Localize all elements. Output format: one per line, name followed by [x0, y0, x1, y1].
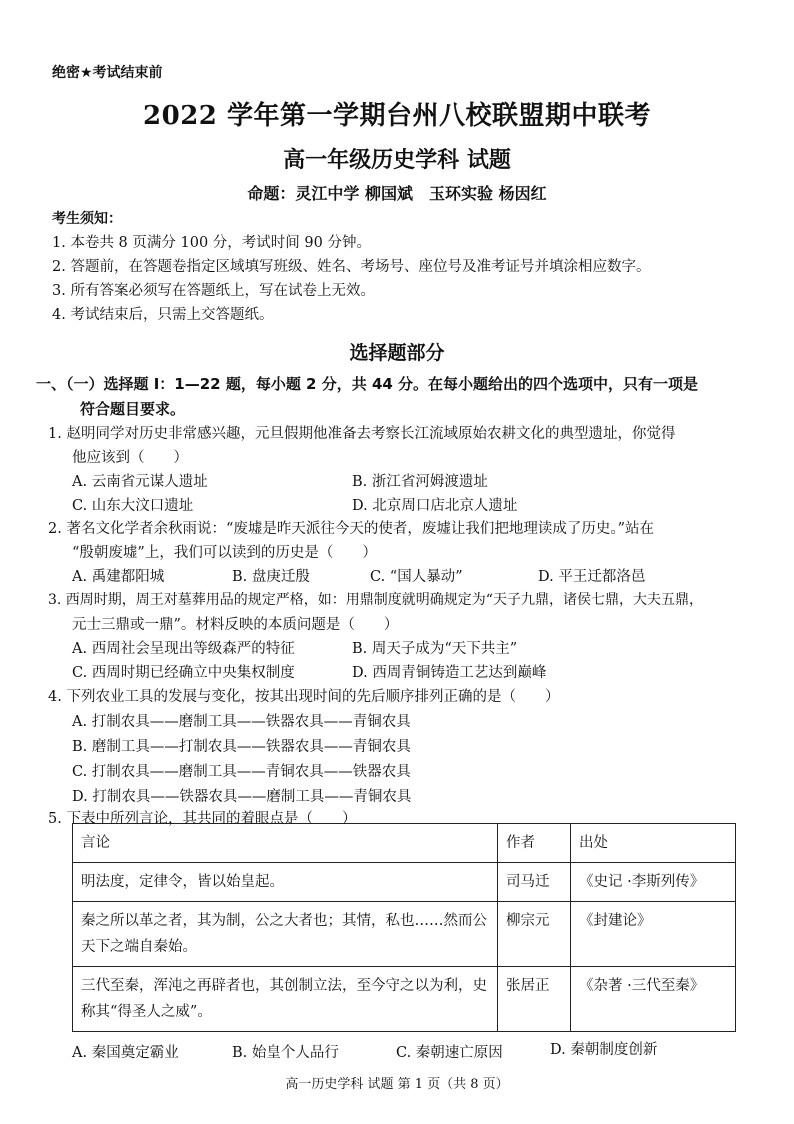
- table-cell-author: 司马迁: [498, 863, 571, 902]
- part-instructions-cont: 符合题目要求。: [80, 400, 186, 418]
- table-cell-author: 柳宗元: [498, 902, 571, 967]
- table-cell-quote: 三代至秦，浑沌之再辟者也，其创制立法，至今守之以为利，史称其“得圣人之威”。: [73, 967, 498, 1032]
- question-5-option-b: B. 始皇个人品行: [232, 1045, 339, 1061]
- notice-item: 1. 本卷共 8 页满分 100 分，考试时间 90 分钟。: [52, 235, 371, 251]
- part-instructions: 一、（一）选择题 I：1—22 题，每小题 2 分，共 44 分。在每小题给出的四个选项中，只有一项是: [36, 375, 699, 393]
- quotation-table: [72, 823, 736, 1032]
- question-2-stem: 2. 著名文化学者余秋雨说：“废墟是昨天派往今天的使者，废墟让我们把地理读成了历史。”站在: [48, 521, 655, 537]
- table-header-cell: 出处: [571, 824, 736, 863]
- question-1-option-a: A. 云南省元谋人遗址: [72, 474, 208, 490]
- table-cell-source: 《封建论》: [571, 902, 736, 967]
- table-cell-author: 张居正: [498, 967, 571, 1032]
- question-2-option-d: D. 平王迁都洛邑: [538, 569, 646, 585]
- page-footer: 高一历史学科 试题 第 1 页（共 8 页）: [285, 1077, 509, 1092]
- table-header-cell: 作者: [498, 824, 571, 863]
- question-2-stem-cont: “殷朝废墟”上，我们可以读到的历史是（ ）: [72, 545, 377, 561]
- question-3-option-b: B. 周天子成为“天下共主”: [352, 641, 518, 657]
- notice-item: 2. 答题前，在答题卷指定区域填写班级、姓名、考场号、座位号及准考证号并填涂相应数字。: [52, 259, 651, 275]
- notice-heading: 考生须知：: [52, 211, 122, 227]
- question-3-option-a: A. 西周社会呈现出等级森严的特征: [72, 641, 295, 657]
- question-1-option-c: C. 山东大汶口遗址: [72, 498, 194, 514]
- table-row: [73, 863, 736, 902]
- table-cell-quote: 秦之所以革之者，其为制，公之大者也；其情，私也……然而公天下之端自秦始。: [73, 902, 498, 967]
- question-3-stem: 3. 西周时期，周王对墓葬用品的规定严格，如：用鼎制度就明确规定为“天子九鼎，诸侯七鼎，大夫五鼎，: [48, 592, 703, 608]
- question-3-option-d: D. 西周青铜铸造工艺达到巅峰: [352, 665, 547, 681]
- question-4-option-d: D. 打制农具——铁器农具——磨制工具——青铜农具: [72, 789, 412, 805]
- question-5-option-a: A. 秦国奠定霸业: [72, 1045, 179, 1061]
- question-1-option-b: B. 浙江省河姆渡遗址: [352, 474, 488, 490]
- table-cell-source: 《杂著 ·三代至秦》: [571, 967, 736, 1032]
- question-5-option-c: C. 秦朝速亡原因: [396, 1045, 503, 1061]
- question-5-stem: 5. 下表中所列言论，其共同的着眼点是（ ）: [48, 811, 357, 827]
- table-row: [73, 967, 736, 1032]
- question-4-stem: 4. 下列农业工具的发展与变化，按其出现时间的先后顺序排列正确的是（ ）: [48, 689, 560, 705]
- question-4-option-a: A. 打制农具——磨制工具——铁器农具——青铜农具: [72, 714, 411, 730]
- question-4-option-c: C. 打制农具——磨制工具——青铜农具——铁器农具: [72, 764, 411, 780]
- question-1-option-d: D. 北京周口店北京人遗址: [352, 498, 518, 514]
- table-cell-quote: 明法度，定律令，皆以始皇起。: [73, 863, 498, 902]
- question-3-option-c: C. 西周时期已经确立中央集权制度: [72, 665, 295, 681]
- section-title: 选择题部分: [349, 342, 445, 364]
- question-5-option-d: D. 秦朝制度创新: [550, 1042, 658, 1058]
- question-1-stem-cont: 他应该到（ ）: [72, 450, 188, 466]
- notice-item: 3. 所有答案必须写在答题纸上，写在试卷上无效。: [52, 283, 375, 299]
- question-2-option-c: C. “国人暴动”: [370, 569, 463, 585]
- question-4-option-b: B. 磨制工具——打制农具——铁器农具——青铜农具: [72, 739, 411, 755]
- question-2-option-b: B. 盘庚迁殷: [232, 569, 310, 585]
- exam-authors: 命题：灵江中学 柳国斌 玉环实验 杨因红: [247, 184, 547, 203]
- question-1-stem: 1. 赵明同学对历史非常感兴趣，元旦假期他准备去考察长江流域原始农耕文化的典型遗址，你觉得: [48, 426, 676, 442]
- exam-subtitle: 高一年级历史学科 试题: [283, 148, 511, 173]
- notice-item: 4. 考试结束后，只需上交答题纸。: [52, 307, 274, 323]
- question-3-stem-cont: 元士三鼎或一鼎”。材料反映的本质问题是（ ）: [72, 617, 399, 633]
- table-cell-source: 《史记 ·李斯列传》: [571, 863, 736, 902]
- exam-title: 2022 学年第一学期台州八校联盟期中联考: [143, 101, 651, 131]
- confidential-label: 绝密★考试结束前: [52, 65, 163, 81]
- question-2-option-a: A. 禹建都阳城: [72, 569, 165, 585]
- table-row: [73, 902, 736, 967]
- table-header-cell: 言论: [73, 824, 498, 863]
- table-header-row: [73, 824, 736, 863]
